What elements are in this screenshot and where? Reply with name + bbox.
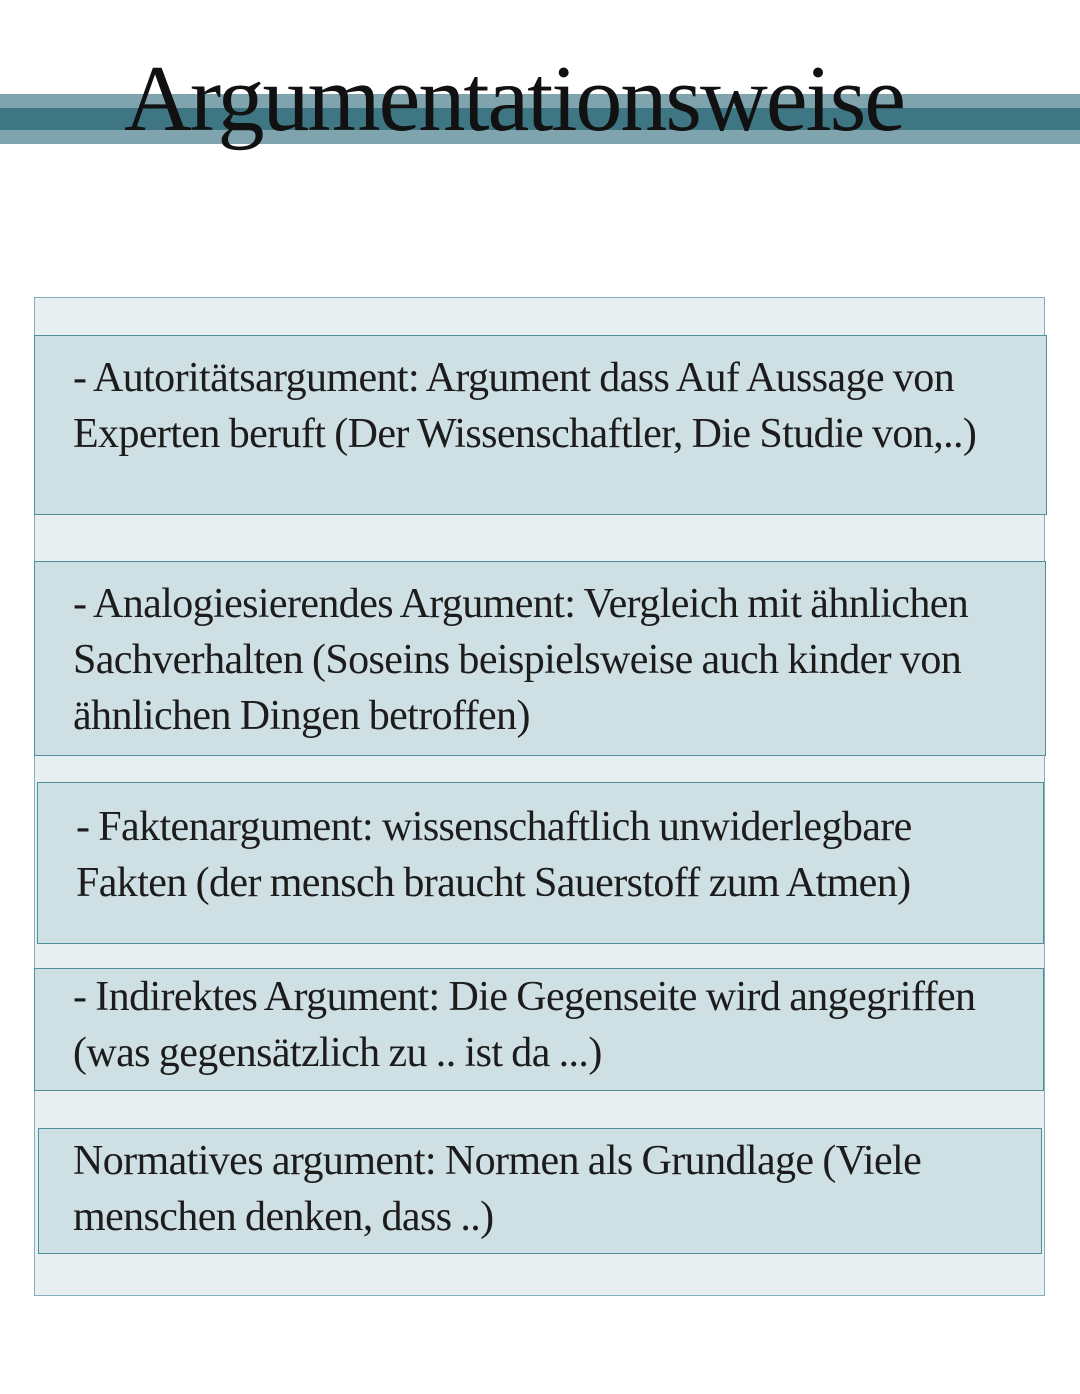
argument-box-facts: - Faktenargument: wissenschaftlich unwiderlegbare Fakten (der mensch braucht Sauerstoff zum Atmen) bbox=[37, 782, 1044, 944]
page-title: Argumentationsweise bbox=[124, 47, 905, 151]
argument-box-indirect: - Indirektes Argument: Die Gegenseite wird angegriffen (was gegensätzlich zu .. ist da ...) bbox=[34, 968, 1044, 1091]
argument-box-analogy: - Analogiesierendes Argument: Vergleich mit ähnlichen Sachverhalten (Soseins beispielsweise auch kinder von ähnlichen Dingen betroffen) bbox=[34, 561, 1046, 756]
argument-box-normative: Normatives argument: Normen als Grundlage (Viele menschen denken, dass ..) bbox=[38, 1128, 1042, 1254]
argument-box-authority: - Autoritätsargument: Argument dass Auf Aussage von Experten beruft (Der Wissenschaftler, Die Studie von,..) bbox=[34, 335, 1047, 515]
